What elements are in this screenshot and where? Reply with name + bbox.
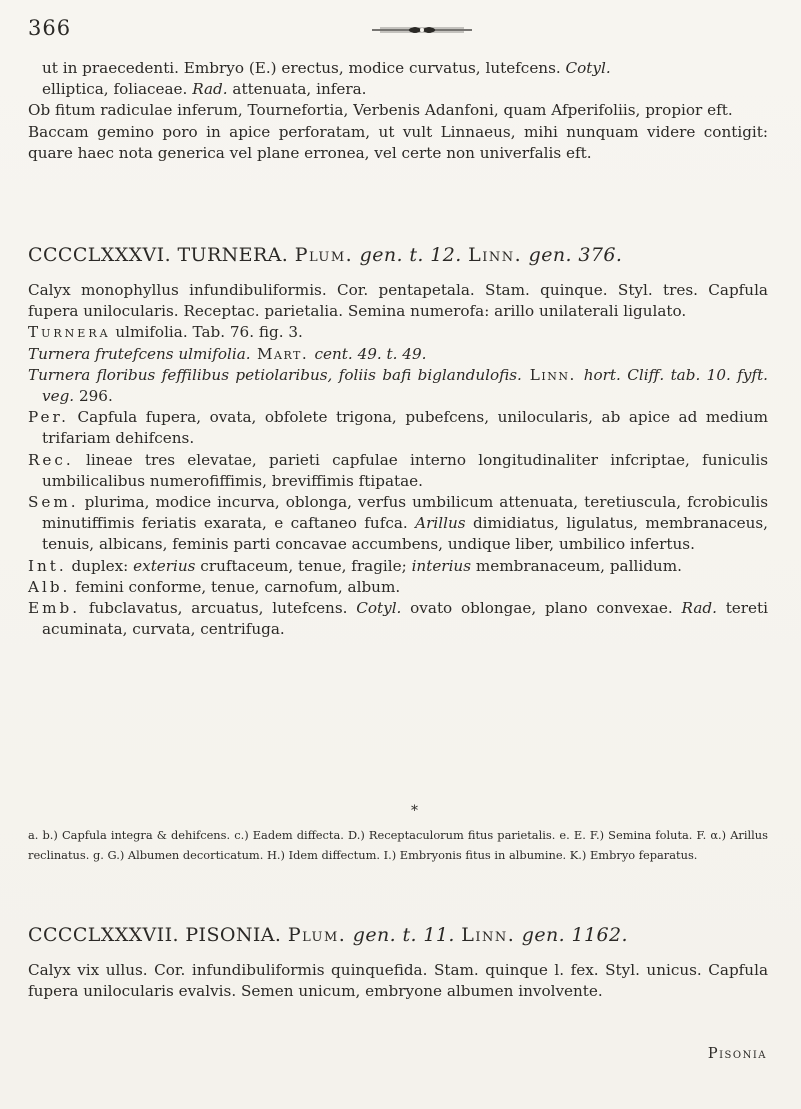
species-epithet: ulmifolia. Tab. 76. fig. 3.: [110, 323, 303, 342]
albumen-entry: [28, 577, 768, 598]
intro-rad-label: Rad.: [192, 80, 228, 99]
pisonia-diagnosis: Calyx vix ullus. Cor. infundibuliformis quinquefida. Stam. quinque l. fex. Styl. unicus. Capfula fupera unilocularis evalvis. Semen unicum, embryone albumen involvente.: [28, 961, 768, 1001]
figure-caption: a. b.) Capfula integra & dehifcens. c.) Eadem diffecta. D.) Receptaculorum fitus parietalis. e. E. F.) Semina foluta. F. α.) Arillus reclinatus. g. G.) Albumen decorticatum. H.) Idem diffectum. I.) Embryonis fitus in albumine. K.) Embryo feparatus.: [28, 828, 768, 862]
genus-number: CCCCLXXXVI.: [28, 244, 172, 266]
genus-name: PISONIA.: [185, 924, 282, 946]
receptacle-text: lineae tres elevatae, parieti capfulae interno longitudinaliter infcriptae, funiculis umbilicalibus numerofiffimis, breviffimis ftipatae.: [42, 450, 768, 490]
intro-paragraph-3: Baccam gemino poro in apice perforatam, ut vult Linnaeus, mihi nunquam videre contigit: quare haec nota generica vel plane erronea, vel certe non univerfalis eft.: [28, 122, 768, 162]
pericarp-label: Per.: [28, 408, 69, 427]
synonym-1-reference: cent. 49. t. 49.: [314, 344, 427, 363]
receptacle-label: Rec.: [28, 450, 74, 469]
embryo-entry: [28, 598, 768, 640]
intro-line-2: [28, 79, 768, 100]
integument-text-2: cruftaceum, tenue, fragile;: [195, 556, 412, 575]
receptacle-entry: [28, 450, 768, 492]
synonym-2-reference: hort. Cliff. tab. 10. fyft. veg.: [42, 365, 769, 406]
exterius-label: exterius: [133, 556, 196, 575]
albumen-label: Alb.: [28, 577, 71, 596]
interius-label: interius: [411, 556, 472, 575]
plumier-reference: gen. t. 11.: [352, 924, 455, 946]
pericarp-entry: [28, 407, 768, 449]
species-genus-label: Turnera: [28, 323, 111, 342]
synonym-2-page: 296.: [74, 387, 113, 406]
embryo-cotyl-label: Cotyl.: [356, 599, 402, 618]
genus-number: CCCCLXXXVII.: [28, 924, 179, 946]
intro-line-1: [28, 58, 768, 79]
intro-text: [28, 58, 768, 164]
intro-line-2-text: elliptica, foliaceae.: [42, 80, 193, 99]
catchword: Pisonia: [707, 1046, 767, 1062]
turnera-description: [28, 280, 768, 640]
figure-caption-marker: *: [411, 803, 418, 819]
linnaeus-reference: gen. 1162.: [521, 924, 628, 946]
embryo-text-3: tereti acuminata, curvata, centrifuga.: [42, 599, 768, 639]
genus-heading-turnera: [28, 244, 788, 266]
arillus-label: Arillus: [415, 514, 466, 533]
page-number: 366: [28, 16, 72, 40]
integument-entry: [28, 556, 768, 577]
embryo-label: Emb.: [28, 599, 81, 618]
genus-heading-pisonia: [28, 924, 788, 946]
linnaeus-label: Linn.: [468, 244, 523, 266]
header-ornament-icon: [372, 24, 472, 36]
genus-name: TURNERA.: [177, 244, 289, 266]
pericarp-text: Capfula fupera, ovata, obfolete trigona, pubefcens, unilocularis, ab apice ad medium trifariam dehifcens.: [42, 408, 768, 448]
synonym-2-name: Turnera floribus feffilibus petiolaribus, foliis bafi biglandulofis.: [28, 365, 522, 384]
integument-label: Int.: [28, 556, 67, 575]
integument-text-3: membranaceum, pallidum.: [471, 556, 682, 575]
embryo-text-1: fubclavatus, arcuatus, lutefcens.: [80, 599, 357, 618]
intro-paragraph-2: Ob fitum radiculae inferum, Tournefortia, Verbenis Adanfoni, quam Afperifoliis, propior eft.: [28, 101, 733, 120]
embryo-rad-label: Rad.: [681, 599, 717, 618]
intro-line-1-text: ut in praecedenti. Embryo (E.) erectus, modice curvatus, lutefcens.: [42, 59, 566, 77]
semen-text-2: dimidiatus, ligulatus, membranaceus, tenuis, albicans, feminis parti concavae accumbens, undique liber, umbilico infertus.: [42, 514, 768, 554]
plumier-reference: gen. t. 12.: [359, 244, 462, 266]
semen-label: Sem.: [28, 493, 79, 512]
synonym-1: [28, 344, 768, 365]
linnaeus-reference: gen. 376.: [528, 244, 623, 266]
synonym-1-author: Mart.: [250, 344, 315, 363]
intro-cotyl-label: Cotyl.: [565, 59, 611, 77]
pisonia-description: [28, 960, 768, 1002]
integument-text-1: duplex:: [66, 556, 134, 575]
intro-line-2-end: attenuata, infera.: [227, 80, 367, 99]
synonym-2: [28, 365, 768, 407]
plumier-label: Plum.: [287, 924, 347, 946]
embryo-text-2: ovato oblongae, plano convexae.: [401, 599, 682, 618]
species-heading: [28, 322, 768, 343]
turnera-diagnosis: Calyx monophyllus infundibuliformis. Cor. pentapetala. Stam. quinque. Styl. tres. Capfula fupera unilocularis. Receptac. parietalia. Semina numerofa: arillo unilaterali ligulato.: [28, 281, 768, 321]
semen-text-1: plurima, modice incurva, oblonga, verfus umbilicum attenuata, teretiuscula, fcrobiculis minutiffimis feriatis exarata, e caftaneo fufca.: [42, 493, 768, 533]
linnaeus-label: Linn.: [461, 924, 516, 946]
albumen-text: femini conforme, tenue, carnofum, album.: [70, 577, 401, 596]
plumier-label: Plum.: [294, 244, 354, 266]
synonym-2-author: Linn.: [521, 365, 584, 384]
semen-entry: [28, 492, 768, 556]
synonym-1-name: Turnera frutefcens ulmifolia.: [28, 344, 251, 363]
